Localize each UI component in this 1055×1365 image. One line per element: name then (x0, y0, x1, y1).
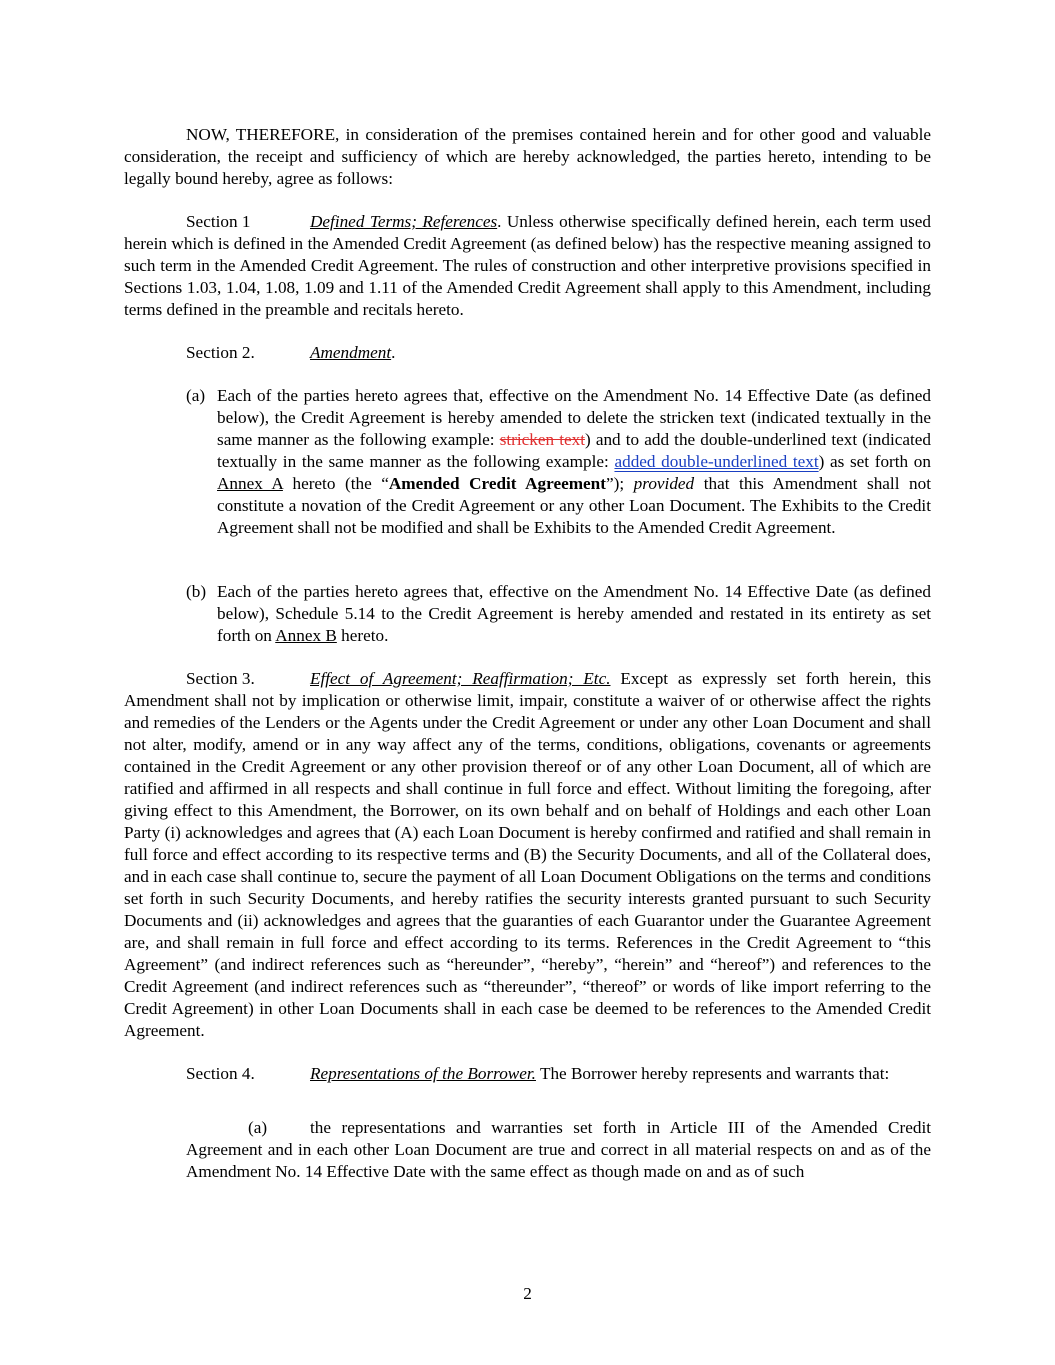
section-2-title: Amendment (310, 343, 392, 362)
section-4-item-a-text: the representations and warranties set forth in Article III of the Amended Credit Agreement and in each other Loan Document are true and correct in all material respects on and as of the Amendment No. 14 Effective Date with the same effect as though made on and as of such (186, 1118, 931, 1181)
section-4-item-a (186, 1117, 931, 1183)
section-1-title: Defined Terms; References (310, 212, 498, 231)
item-a-text-3: ) as set forth on (818, 452, 931, 471)
preamble-paragraph: NOW, THEREFORE, in consideration of the premises contained herein and for other good and valuable consideration, the receipt and sufficiency of which are hereby acknowledged, the parties hereto, intending to be legally bound hereby, agree as follows: (124, 125, 931, 188)
item-a-text-6: that this Amendment shall not constitute a novation of the Credit Agreement or any other Loan Document. The Exhibits to the Credit Agreement shall not be modified and shall be Exhibits to the Amended Credit Agreement. (217, 474, 931, 537)
section-4-item-a-label: (a) (248, 1118, 268, 1137)
section-2-number: Section 2. (186, 343, 255, 362)
item-a-text-5: ”); (605, 474, 634, 493)
section-3-body: Except as expressly set forth herein, this Amendment shall not by implication or otherwise limit, impair, constitute a waiver of or otherwise affect the rights and remedies of the Lenders or the Agents under the Credit Agreement or under any other Loan Document and shall not alter, modify, amend or in any way affect any of the terms, conditions, obligations, covenants or agreements contained in the Credit Agreement or any other provision thereof or of any other Loan Document, all of which are ratified and affirmed in all respects and shall continue in full force and effect. Without limiting the foregoing, after giving effect to this Amendment, the Borrower, on its own behalf and on behalf of Holdings and each other Loan Party (i) acknowledges and agrees that (A) each Loan Document is hereby confirmed and ratified and shall remain in full force and effect according to its respective terms and (B) the Security Documents, and all of the Collateral does, and in each case shall continue to, secure the payment of all Loan Document Obligations on the terms and conditions set forth in such Security Documents, and hereby ratifies the security interests granted pursuant to such Security Documents and (ii) acknowledges and agrees that the guaranties of each Guarantor under the Guarantee Agreement are, and shall remain in full force and effect according to its terms. References in the Credit Agreement to “this Agreement” (and indirect references such as “hereunder”, “hereby”, “herein” and “hereof”) and references to the Credit Agreement (and indirect references such as “thereunder”, “thereof” or words of like import referring to the Credit Agreement) in other Loan Documents shall in each case be deemed to be references to the Amended Credit Agreement. (124, 669, 932, 1040)
section-2-item-b-label: (b) (186, 582, 207, 601)
section-3-number: Section 3. (186, 669, 255, 688)
item-a-text-2: ) and to add the double-underlined text (indicated textually in the same manner as the following example: (217, 430, 931, 471)
section-1-number: Section 1 (186, 212, 251, 231)
section-2-heading (124, 342, 931, 364)
annex-a-reference: Annex A (217, 474, 283, 493)
section-2-item-a (124, 385, 931, 539)
section-3-title: Effect of Agreement; Reaffirmation; Etc. (310, 669, 611, 688)
section-2-item-b (124, 581, 931, 647)
section-2-item-a-label: (a) (186, 386, 206, 405)
annex-b-reference: Annex B (275, 626, 337, 645)
item-b-text-1: Each of the parties hereto agrees that, effective on the Amendment No. 14 Effective Date (as defined below), Schedule 5.14 to the Credit Agreement is hereby amended and restated in its entirety as set forth on (217, 582, 931, 645)
item-a-text-4: hereto (the “ (282, 474, 389, 493)
section-1-paragraph (124, 211, 931, 321)
provided-term: provided (633, 474, 695, 493)
section-4-paragraph (124, 1063, 931, 1085)
section-4-number: Section 4. (186, 1064, 255, 1083)
section-2-title-end: . (391, 343, 396, 362)
amended-credit-agreement-term: Amended Credit Agreement (388, 474, 606, 493)
section-3-paragraph (124, 668, 931, 1042)
section-4-body: The Borrower hereby represents and warrants that: (535, 1064, 890, 1083)
item-b-text-2: hereto. (336, 626, 389, 645)
item-a-text-1: Each of the parties hereto agrees that, effective on the Amendment No. 14 Effective Date (as defined below), the Credit Agreement is hereby amended to delete the stricken text (indicated textually in the same manner as the following example: (217, 386, 931, 449)
page-number: 2 (523, 1284, 532, 1303)
section-4-title: Representations of the Borrower. (310, 1064, 536, 1083)
section-1-title-end: . (497, 212, 502, 231)
section-1-body: Unless otherwise specifically defined herein, each term used herein which is defined in the Amended Credit Agreement (as defined below) has the respective meaning assigned to such term in the Amended Credit Agreement. The rules of construction and other interpretive provisions specified in Sections 1.03, 1.04, 1.08, 1.09 and 1.11 of the Amended Credit Agreement shall apply to this Amendment, including terms defined in the preamble and recitals hereto. (124, 212, 931, 319)
added-example-link[interactable]: added double-underlined text (614, 452, 819, 471)
stricken-example: stricken text (499, 430, 585, 449)
document-page (124, 124, 931, 1183)
